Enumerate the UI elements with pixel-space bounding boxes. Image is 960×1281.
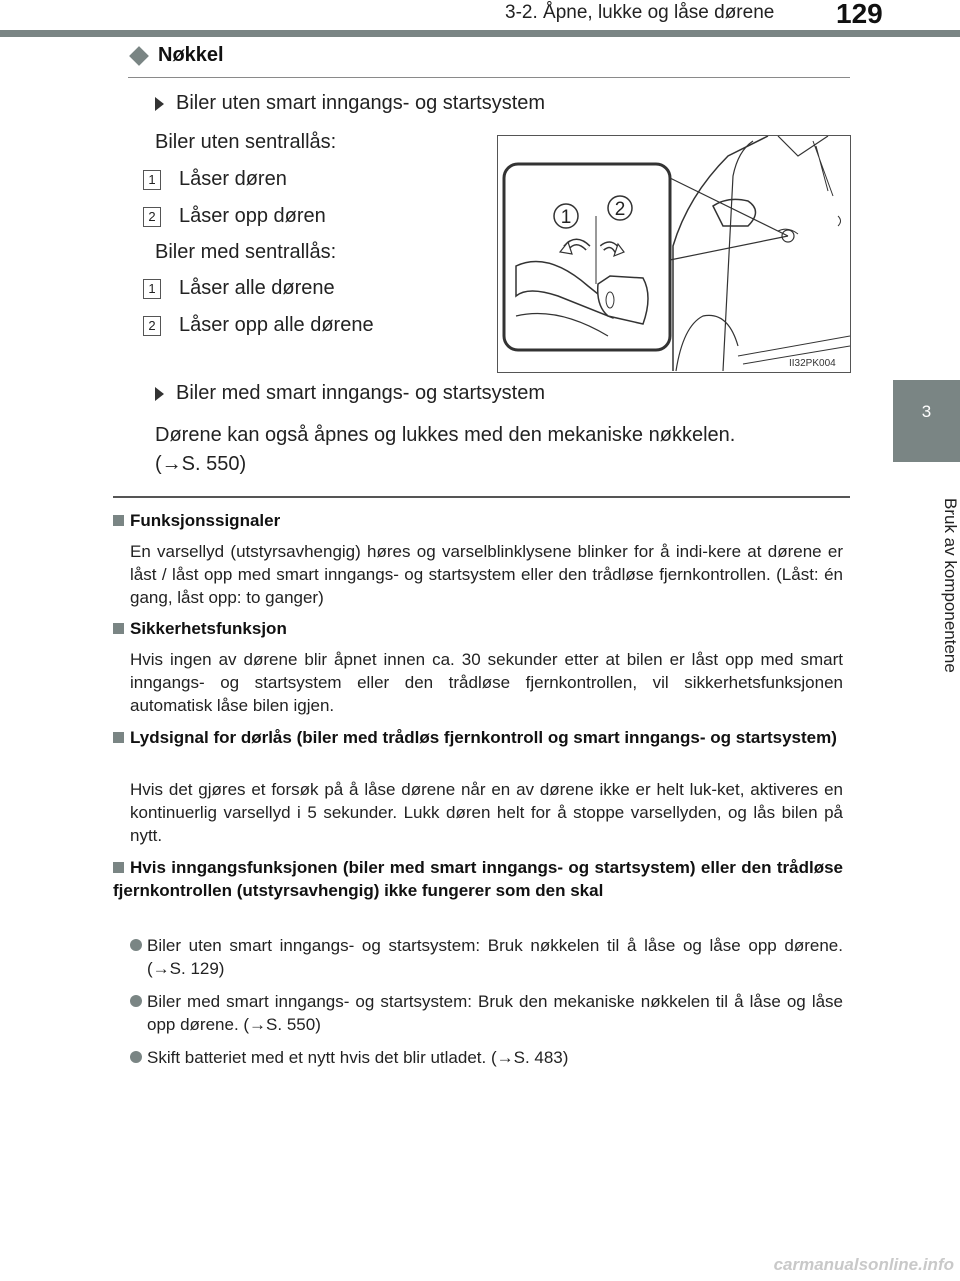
list-item xyxy=(143,314,374,337)
triangle-bullet-icon xyxy=(155,387,164,401)
note-body: Hvis ingen av dørene blir åpnet innen ca. 30 sekunder etter at bilen er låst opp med smart inngangs- og startsystem eller den trådløse fjernkontrollen, vil sikkerhetsfunksjonen automatisk låse bilen igjen. xyxy=(130,650,843,715)
note-heading xyxy=(113,509,843,532)
bullet-text: Skift batteriet med et nytt hvis det blir utladet. (→S. 483) xyxy=(147,1048,569,1067)
list-item-text: Låser opp alle dørene xyxy=(179,314,374,336)
subheading-text: Biler med smart inngangs- og startsystem xyxy=(176,382,546,404)
list-item xyxy=(130,990,843,1036)
note-heading xyxy=(113,617,843,640)
number-badge: 2 xyxy=(143,207,161,227)
triangle-bullet-icon xyxy=(155,97,164,111)
square-bullet-icon xyxy=(113,623,124,634)
square-bullet-icon xyxy=(113,515,124,526)
with-central-locking: Biler med sentrallås: xyxy=(155,241,337,263)
ref-open: ( xyxy=(155,453,162,475)
chapter-title xyxy=(893,470,960,700)
body-text: Dørene kan også åpnes og lukkes med den mekaniske nøkkelen. xyxy=(155,424,736,446)
note-heading xyxy=(113,726,843,749)
page-reference: →S. 550) xyxy=(161,453,247,475)
bullet-dot-icon xyxy=(130,1051,142,1063)
key-heading xyxy=(128,44,224,67)
list-item xyxy=(130,1046,843,1069)
note-title: Sikkerhetsfunksjon xyxy=(130,619,287,638)
list-item xyxy=(130,934,843,980)
key-illustration-svg xyxy=(498,136,850,372)
subheading-without-smart xyxy=(155,92,545,115)
side-tab-top xyxy=(893,0,960,380)
chapter-number: 3 xyxy=(921,402,932,421)
note-body: Hvis det gjøres et forsøk på å låse dørene når en av dørene ikke er helt luk-ket, aktiveres en kontinuerlig varsellyd i 5 sekunder. Lukk døren helt for å stoppe varsellyden, og lås bilen på nytt. xyxy=(130,780,843,845)
bullet-text: Biler uten smart inngangs- og startsystem: Bruk nøkkelen til å låse og låse opp dørene. (→S. 129) xyxy=(147,936,843,978)
mechanical-key-text xyxy=(155,421,842,479)
header-rule xyxy=(0,30,893,37)
watermark: carmanualsonline.info xyxy=(773,1255,954,1274)
number-badge: 2 xyxy=(143,316,161,336)
note-heading xyxy=(113,856,843,902)
note-body: En varsellyd (utstyrsavhengig) høres og varselblinklysene blinker for å indi-kere at dørene er låst / låst opp med smart inngangs- og startsystem eller den trådløse fjernkontrollen. (Låst: én gang, låst opp: to ganger) xyxy=(130,542,843,607)
section-divider xyxy=(113,496,850,498)
list-item xyxy=(143,168,287,191)
heading-rule xyxy=(128,77,850,78)
list-item xyxy=(143,205,326,228)
bullet-dot-icon xyxy=(130,939,142,951)
key-heading-text: Nøkkel xyxy=(158,44,224,66)
page-number: 129 xyxy=(836,0,883,29)
list-item-text: Låser alle dørene xyxy=(179,277,335,299)
number-badge: 1 xyxy=(143,279,161,299)
number-badge: 1 xyxy=(143,170,161,190)
subheading-text: Biler uten smart inngangs- og startsystem xyxy=(176,92,546,114)
note-title: Funksjonssignaler xyxy=(130,511,281,530)
subheading-with-smart xyxy=(155,382,545,405)
note-title: Lydsignal for dørlås (biler med trådløs fjernkontroll og smart inngangs- og startsystem) xyxy=(130,728,837,747)
list-item-text: Låser døren xyxy=(179,168,287,190)
diamond-icon xyxy=(129,46,149,66)
figure-code: II32PK004 xyxy=(789,358,836,369)
square-bullet-icon xyxy=(113,732,124,743)
key-illustration xyxy=(497,135,851,373)
square-bullet-icon xyxy=(113,862,124,873)
section-title: 3-2. Åpne, lukke og låse dørene xyxy=(505,2,775,23)
bullet-dot-icon xyxy=(130,995,142,1007)
without-central-locking: Biler uten sentrallås: xyxy=(155,131,337,153)
note-title: Hvis inngangsfunksjonen (biler med smart inngangs- og startsystem) eller den trådløse fjernkontrollen (utstyrsavhengig) ikke fungerer som den skal xyxy=(113,858,843,900)
bullet-text: Biler med smart inngangs- og startsystem: Bruk den mekaniske nøkkelen til å låse og låse opp dørene. (→S. 550) xyxy=(147,992,843,1034)
list-item-text: Låser opp døren xyxy=(179,205,326,227)
callout-2: 2 xyxy=(614,199,626,220)
callout-1: 1 xyxy=(560,207,572,228)
list-item xyxy=(143,277,335,300)
chapter-title-text: Bruk av komponentene xyxy=(941,497,960,673)
